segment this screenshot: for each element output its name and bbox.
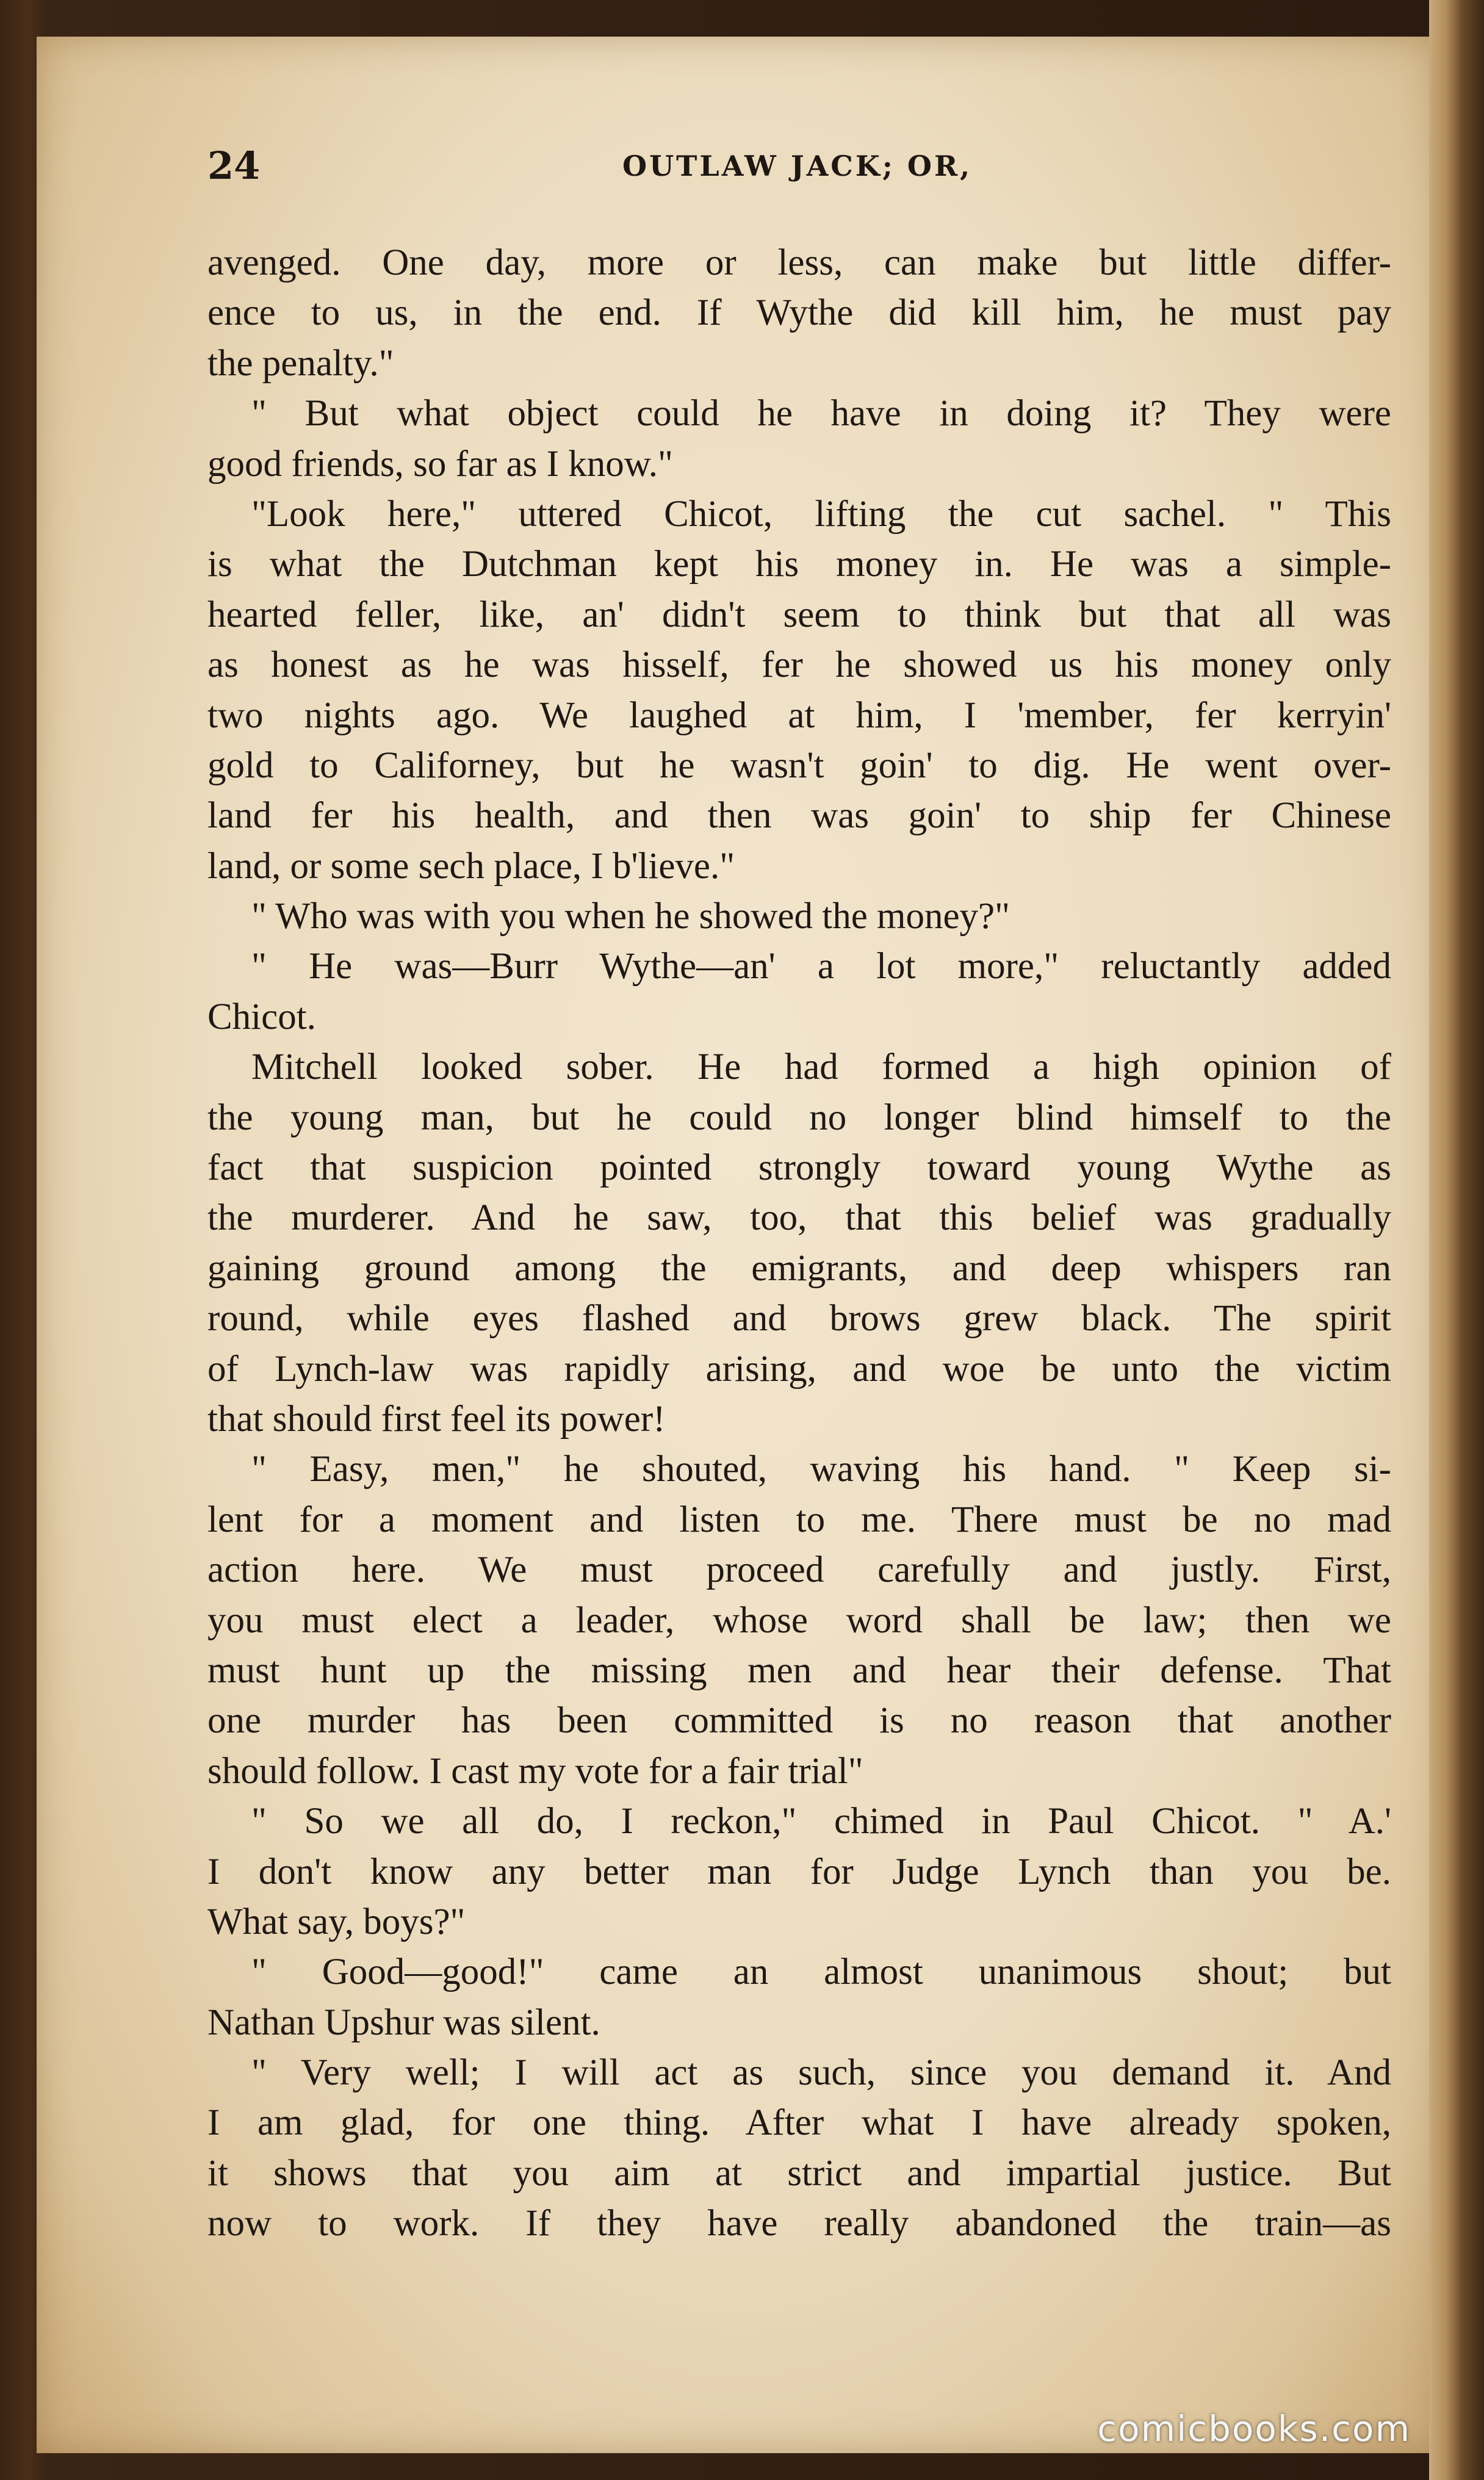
running-head: OUTLAW JACK; OR, — [622, 150, 973, 182]
page-header — [207, 143, 1391, 186]
text-line: hearted feller, like, an' didn't seem to think but that all was — [207, 594, 1391, 635]
text-line: two nights ago. We laughed at him, I 'member, fer kerryin' — [207, 694, 1391, 736]
text-line: I don't know any better man for Judge Lynch than you be. — [207, 1851, 1391, 1892]
text-line: " He was—Burr Wythe—an' a lot more," reluctantly added — [251, 946, 1391, 987]
text-line: must hunt up the missing men and hear their defense. That — [207, 1649, 1391, 1691]
body-text — [207, 238, 1391, 2249]
text-line: " Very well; I will act as such, since you demand it. And — [251, 2052, 1391, 2094]
text-line: good friends, so far as I know." — [207, 443, 673, 485]
text-line: What say, boys?" — [207, 1901, 466, 1942]
text-line: of Lynch-law was rapidly arising, and woe be unto the victim — [207, 1348, 1391, 1390]
page-number: 24 — [207, 143, 261, 188]
text-line: I am glad, for one thing. After what I have already spoken, — [207, 2102, 1391, 2144]
watermark: comicbooks.com — [1097, 2408, 1411, 2449]
text-line: it shows that you aim at strict and impartial justice. But — [207, 2152, 1391, 2194]
text-line: " Good—good!" came an almost unanimous shout; but — [251, 1952, 1391, 1993]
text-line: you must elect a leader, whose word shall be law; then we — [207, 1599, 1391, 1641]
text-line: Mitchell looked sober. He had formed a high opinion of — [251, 1047, 1391, 1088]
text-line: "Look here," uttered Chicot, lifting the cut sachel. " This — [251, 493, 1391, 535]
book-spine-edge — [1429, 0, 1484, 2480]
text-line: " Easy, men," he shouted, waving his hand. " Keep si- — [251, 1449, 1391, 1490]
text-line: that should first feel its power! — [207, 1398, 666, 1440]
text-line: " But what object could he have in doing it? They were — [251, 393, 1391, 434]
text-line: fact that suspicion pointed strongly toward young Wythe as — [207, 1147, 1391, 1189]
text-line: Nathan Upshur was silent. — [207, 2002, 600, 2043]
text-line: gold to Californey, but he wasn't goin' to dig. He went over- — [207, 744, 1391, 786]
text-line: land fer his health, and then was goin' to ship fer Chinese — [207, 795, 1391, 837]
text-line: ence to us, in the end. If Wythe did kill him, he must pay — [207, 292, 1391, 334]
text-line: " Who was with you when he showed the money?" — [251, 896, 1010, 937]
text-line: Chicot. — [207, 996, 316, 1037]
text-line: land, or some sech place, I b'lieve." — [207, 845, 735, 887]
text-line: gaining ground among the emigrants, and deep whispers ran — [207, 1247, 1391, 1289]
text-line: action here. We must proceed carefully and justly. First, — [207, 1549, 1391, 1591]
text-line: the penalty." — [207, 342, 394, 384]
text-line: one murder has been committed is no reason that another — [207, 1700, 1391, 1742]
text-line: is what the Dutchman kept his money in. He was a simple- — [207, 544, 1391, 585]
text-line: the young man, but he could no longer blind himself to the — [207, 1097, 1391, 1138]
text-line: avenged. One day, more or less, can make but little differ- — [207, 242, 1391, 283]
text-line: the murderer. And he saw, too, that this belief was gradually — [207, 1197, 1391, 1239]
text-line: should follow. I cast my vote for a fair trial" — [207, 1750, 863, 1792]
text-line: now to work. If they have really abandoned the train—as — [207, 2203, 1391, 2244]
text-line: " So we all do, I reckon," chimed in Paul Chicot. " A.' — [251, 1801, 1391, 1842]
text-line: as honest as he was hisself, fer he showed us his money only — [207, 644, 1391, 686]
text-line: round, while eyes flashed and brows grew black. The spirit — [207, 1298, 1391, 1339]
text-line: lent for a moment and listen to me. There must be no mad — [207, 1499, 1391, 1540]
